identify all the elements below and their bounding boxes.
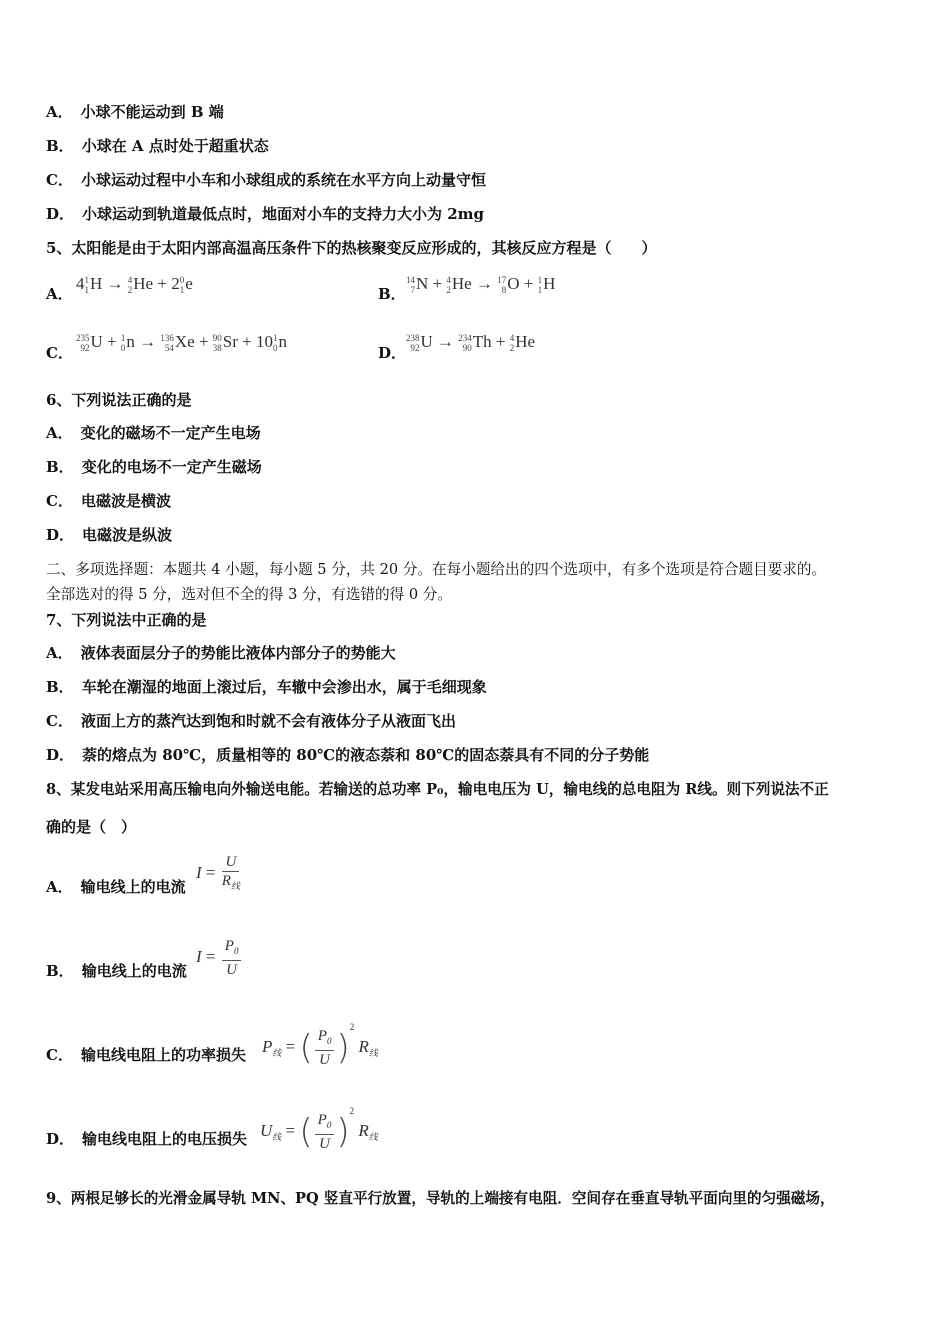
option-text: 变化的电场不一定产生磁场	[81, 458, 262, 476]
option-letter: D．	[46, 526, 75, 544]
option-letter: A．	[46, 878, 73, 896]
option-text: 输电线上的电流	[80, 878, 186, 896]
q5-equation-b: 14 7 N + 4 2 He → 17 8 O + 1 1 H	[406, 274, 556, 296]
option-text: 小球运动到轨道最低点时，地面对小车的支持力大小为 2mg	[82, 205, 485, 223]
option-letter: B．	[378, 285, 406, 303]
q5-equation-c: 235 92 U + 1 0 n → 136 54 Xe + 90 38 Sr + 10 1 0 n	[76, 332, 287, 354]
section-2-scoring: 全部选对的得 5 分，选对但不全的得 3 分，有选错的得 0 分。	[46, 586, 452, 603]
q7-option-c	[46, 711, 456, 731]
q7-option-a	[46, 643, 396, 663]
option-text: 萘的熔点为 80℃，质量相等的 80℃的液态萘和 80℃的固态萘具有不同的分子势能	[82, 746, 650, 764]
option-letter: B．	[46, 137, 74, 155]
option-letter: D．	[378, 344, 407, 362]
q8-stem-line2: 确的是（ ）	[46, 818, 137, 836]
option-text: 输电线电阻上的电压损失	[82, 1130, 248, 1148]
option-letter: A．	[46, 644, 73, 662]
q8-option-a	[46, 877, 186, 897]
q5-equation-d: 238 92 U → 234 90 Th + 4 2 He	[406, 332, 536, 354]
q7-option-b	[46, 677, 487, 697]
q6-option-d	[46, 525, 172, 545]
option-text: 电磁波是横波	[80, 492, 171, 510]
q6-option-a	[46, 423, 261, 443]
q7-option-d	[46, 745, 649, 765]
option-letter: A．	[46, 424, 73, 442]
q4-option-b	[46, 136, 269, 156]
option-text: 小球在 A 点时处于超重状态	[81, 137, 269, 155]
q5-equation-a: 4 1 1 H → 4 2 He + 2 0 1 e	[76, 274, 193, 296]
q8-formula-b: I = $\frac{P_0}{U}$	[196, 937, 243, 979]
option-letter: D．	[46, 1130, 75, 1148]
option-letter: C．	[46, 344, 73, 362]
option-letter: D．	[46, 746, 75, 764]
option-letter: B．	[46, 458, 74, 476]
q8-formula-c: $P_线$ = ( $\frac{P_0}{U}$ )$^2$ $R_线$	[262, 1022, 378, 1069]
option-text: 小球运动过程中小车和小球组成的系统在水平方向上动量守恒	[80, 171, 486, 189]
q8-option-d	[46, 1129, 247, 1149]
q8-option-c	[46, 1045, 246, 1065]
option-letter: C．	[46, 171, 73, 189]
option-letter: B．	[46, 678, 74, 696]
section-2-heading: 二、多项选择题：本题共 4 小题，每小题 5 分，共 20 分。在每小题给出的四个选项中，有多个选项是符合题目要求的。	[46, 561, 827, 578]
option-letter: C．	[46, 712, 73, 730]
q8-option-b	[46, 961, 187, 981]
q7-stem: 7、下列说法中正确的是	[46, 611, 207, 629]
q4-option-d	[46, 204, 484, 224]
option-text: 变化的磁场不一定产生电场	[80, 424, 261, 442]
option-letter: A．	[46, 285, 73, 303]
option-text: 液体表面层分子的势能比液体内部分子的势能大	[80, 644, 396, 662]
q6-option-b	[46, 457, 262, 477]
option-text: 电磁波是纵波	[82, 526, 173, 544]
q8-stem-line1: 8、某发电站采用高压输电向外输送电能。若输送的总功率 P₀，输电电压为 U，输电线的总电阻为 R线。则下列说法不正	[46, 781, 829, 798]
option-letter: B．	[46, 962, 74, 980]
option-letter: C．	[46, 1046, 73, 1064]
q5-stem: 5、太阳能是由于太阳内部高温高压条件下的热核聚变反应形成的，其核反应方程是（ ）	[46, 239, 657, 257]
q4-option-a	[46, 102, 224, 122]
q4-option-c	[46, 170, 486, 190]
q6-stem: 6、下列说法正确的是	[46, 391, 192, 409]
option-text: 液面上方的蒸汽达到饱和时就不会有液体分子从液面飞出	[80, 712, 456, 730]
option-text: 车轮在潮湿的地面上滚过后，车辙中会渗出水，属于毛细现象	[81, 678, 487, 696]
option-letter: D．	[46, 205, 75, 223]
q8-formula-a: I = $\frac{U}{R_线}$	[196, 854, 240, 891]
q8-formula-d: $U_线$ = ( $\frac{P_0}{U}$ )$^2$ $R_线$	[260, 1106, 378, 1153]
option-text: 输电线上的电流	[81, 962, 187, 980]
q9-stem: 9、两根足够长的光滑金属导轨 MN、PQ 竖直平行放置，导轨的上端接有电阻．空间存在垂直导轨平面向里的匀强磁场，	[46, 1190, 835, 1207]
q6-option-c	[46, 491, 171, 511]
option-text: 小球不能运动到 B 端	[80, 103, 224, 121]
option-letter: A．	[46, 103, 73, 121]
option-letter: C．	[46, 492, 73, 510]
option-text: 输电线电阻上的功率损失	[80, 1046, 246, 1064]
